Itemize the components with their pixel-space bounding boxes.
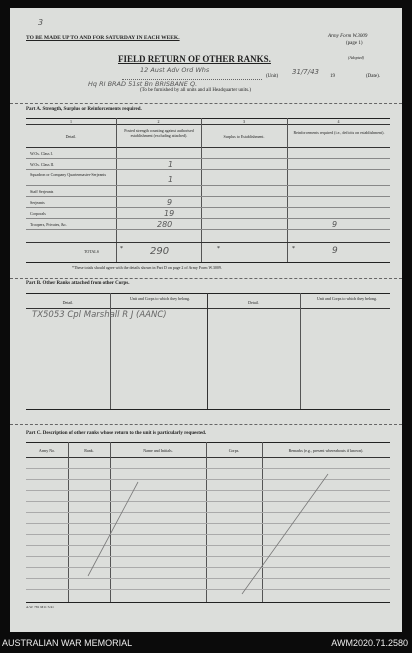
col-num-3: 3 (243, 119, 245, 124)
date-handwritten: 31/7/43 (292, 68, 319, 76)
col-header-posted: Posted strength counting against authorised establishment (excluding attached). (124, 128, 194, 138)
part-a-title: Part A. Strength, Surplus or Reinforcements required. (26, 107, 142, 112)
row-label-cpl: Corporals (30, 211, 46, 216)
row-value-cpl: 19 (164, 209, 175, 218)
part-b-title: Part B. Other Ranks attached from other Corps. (26, 281, 130, 286)
row-value-wo2: 1 (168, 160, 174, 169)
page-note: (page 1) (346, 41, 363, 46)
totals-reinf: 9 (332, 246, 338, 256)
part-c-header-rank: Rank. (84, 448, 94, 453)
row-label-staff-sjt: Staff Serjeants (30, 189, 54, 194)
strike-through-lines (10, 8, 402, 632)
form-title: FIELD RETURN OF OTHER RANKS. (118, 54, 271, 64)
part-c-header-army-no: Army No. (38, 448, 56, 453)
made-up-note: TO BE MADE UP TO AND FOR SATURDAY IN EACH WEEK. (26, 35, 180, 41)
row-label-cqms: Squadron or Company Quartermaster-Serjeants (30, 172, 107, 177)
col-header-surplus: Surplus to Establishment. (223, 134, 265, 139)
adopted-note: (Adopted) (348, 55, 364, 60)
row-value-cqms: 1 (168, 175, 174, 184)
row-label-wo2: W.Os. Class II. (30, 162, 55, 167)
row-value-troopers: 280 (157, 220, 173, 229)
footer-right: AWM2020.71.2580 (331, 638, 408, 648)
unit-handwritten: 12 Aust Adv Ord Whs (140, 66, 210, 74)
totals-label: TOTALS (84, 249, 99, 254)
col-header-reinf: Reinforcements required (i.e., deficits on establishment). (293, 130, 385, 135)
footer-left: AUSTRALIAN WAR MEMORIAL (2, 638, 133, 648)
row-label-wo1: W.Os. Class I. (30, 151, 53, 156)
part-b-header-detail-1: Detail. (62, 300, 74, 305)
part-c-header-remarks: Remarks (e.g., present whereabouts if known). (288, 448, 364, 453)
form-page (10, 8, 402, 632)
totals-posted: 290 (150, 246, 170, 257)
part-b-header-detail-2: Detail. (248, 300, 259, 305)
row-reinf-troopers: 9 (332, 220, 338, 229)
totals-star-1: * (120, 246, 123, 252)
col-header-detail: Detail. (65, 134, 77, 139)
date-label: (Date). (366, 74, 381, 79)
furnish-note: (To be furnished by all units and all Headquarter units.) (140, 88, 252, 93)
corner-mark: 3 (38, 18, 44, 27)
part-a-footnote: *These totals should agree with the details shown in Part D on page 2 of Army Form W.3009. (72, 265, 222, 270)
part-b-header-unit-1: Unit and Corps to which they belong. (129, 296, 191, 301)
col-num-2: 2 (157, 119, 160, 124)
row-value-sjt: 9 (167, 198, 173, 207)
col-num-1: 1 (70, 119, 72, 124)
col-num-4: 4 (337, 119, 340, 124)
unit-subline-handwritten: Hq RI BRAD 51st Bn BRISBANE Q. (88, 80, 198, 88)
totals-surplus: * (217, 246, 220, 252)
row-label-troopers: Troopers, Privates, &c. (30, 222, 68, 227)
part-b-entry: TX5053 Cpl Marshall R J (AANC) (32, 310, 167, 320)
part-c-header-corps: Corps. (228, 448, 240, 453)
print-code: A.W. 781 M11 5/41 (26, 605, 54, 609)
part-c-title: Part C. Description of other ranks whose return to the unit is particularly requested. (26, 431, 207, 436)
row-label-sjt: Serjeants (30, 200, 45, 205)
part-c-header-name: Name and Initials. (143, 448, 173, 453)
form-id: Army Form W.3009 (328, 34, 368, 39)
totals-star-3: * (292, 246, 295, 252)
unit-label: (Unit) (266, 74, 279, 79)
year-prefix: 19 (330, 74, 335, 79)
part-b-header-unit-2: Unit and Corps to which they belong. (316, 296, 378, 301)
